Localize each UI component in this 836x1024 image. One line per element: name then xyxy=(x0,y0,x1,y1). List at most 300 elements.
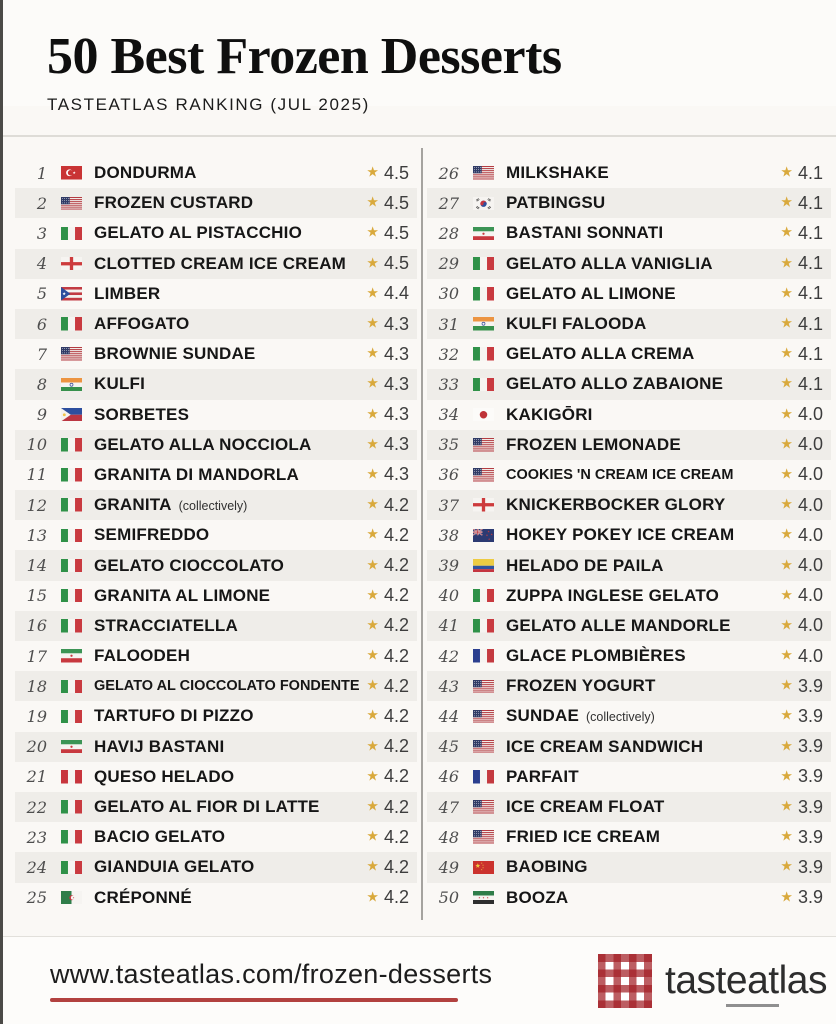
url-underline xyxy=(50,998,458,1002)
ranking-row xyxy=(15,490,417,520)
rank-number: 26 xyxy=(438,163,459,183)
rating: ★ 4.1 xyxy=(780,222,823,243)
star-icon: ★ xyxy=(366,557,379,574)
star-icon: ★ xyxy=(366,194,379,211)
dessert-name: GELATO AL CIOCCOLATO FONDENTE xyxy=(94,678,360,695)
rating: ★ 4.1 xyxy=(780,313,823,334)
star-icon: ★ xyxy=(780,285,793,302)
rating: ★ 3.9 xyxy=(780,887,823,908)
flag-icon-turkey xyxy=(61,166,82,180)
dessert-name: GELATO ALLA CREMA xyxy=(506,344,695,364)
rating: ★ 4.3 xyxy=(366,373,409,394)
rank-number: 20 xyxy=(26,737,47,757)
dessert-name: GELATO ALLA VANIGLIA xyxy=(506,253,713,273)
rank-number: 44 xyxy=(438,706,459,726)
tasteatlas-logo xyxy=(598,954,827,1008)
dessert-name: GELATO AL PISTACCHIO xyxy=(94,223,303,243)
header-divider xyxy=(3,135,836,137)
flag-icon-italy xyxy=(473,287,494,301)
dessert-name: FALOODEH xyxy=(94,646,191,666)
ranking-row xyxy=(427,430,831,460)
rank-number: 14 xyxy=(26,556,47,576)
dessert-name: HOKEY POKEY ICE CREAM xyxy=(506,525,735,545)
rank-number: 46 xyxy=(438,767,459,787)
rank-number: 16 xyxy=(26,616,47,636)
rating: ★ 3.9 xyxy=(780,856,823,877)
dessert-name: SEMIFREDDO xyxy=(94,525,210,545)
ranking-row xyxy=(15,792,417,822)
dessert-name: GELATO ALLO ZABAIONE xyxy=(506,374,724,394)
dessert-name: FRIED ICE CREAM xyxy=(506,827,661,847)
dessert-name: GELATO CIOCCOLATO xyxy=(94,555,285,575)
ranking-row xyxy=(427,249,831,279)
flag-icon-italy xyxy=(61,529,82,543)
rating: ★ 4.2 xyxy=(366,856,409,877)
ranking-row xyxy=(15,641,417,671)
star-icon: ★ xyxy=(366,436,379,453)
dessert-name: PARFAIT xyxy=(506,766,579,786)
dessert-name: CLOTTED CREAM ICE CREAM xyxy=(94,253,347,273)
source-url[interactable]: www.tasteatlas.com/frozen-desserts xyxy=(50,959,493,989)
rating: ★ 4.3 xyxy=(366,464,409,485)
rating: ★ 4.5 xyxy=(366,253,409,274)
ranking-row xyxy=(427,490,831,520)
dessert-name: ICE CREAM SANDWICH xyxy=(506,736,704,756)
flag-icon-new-zealand xyxy=(473,529,494,543)
star-icon: ★ xyxy=(366,738,379,755)
star-icon: ★ xyxy=(780,496,793,513)
ranking-row xyxy=(427,400,831,430)
rating: ★ 4.3 xyxy=(366,313,409,334)
rating: ★ 4.2 xyxy=(366,826,409,847)
rank-number: 11 xyxy=(26,465,47,485)
rank-number: 12 xyxy=(26,495,47,515)
dessert-name: ICE CREAM FLOAT xyxy=(506,797,665,817)
flag-icon-ecuador xyxy=(473,559,494,573)
rank-number: 5 xyxy=(36,284,47,304)
rank-number: 13 xyxy=(26,525,47,545)
rating: ★ 4.2 xyxy=(366,585,409,606)
dessert-name: ZUPPA INGLESE GELATO xyxy=(506,585,720,605)
rank-number: 34 xyxy=(438,405,459,425)
flag-icon-italy xyxy=(61,317,82,331)
ranking-row xyxy=(427,671,831,701)
rating: ★ 3.9 xyxy=(780,705,823,726)
rating: ★ 4.5 xyxy=(366,192,409,213)
star-icon: ★ xyxy=(366,345,379,362)
star-icon: ★ xyxy=(366,768,379,785)
star-icon: ★ xyxy=(780,255,793,272)
flag-icon-italy xyxy=(61,559,82,573)
dessert-name: STRACCIATELLA xyxy=(94,615,238,635)
dessert-name: CRÉPONNÉ xyxy=(94,887,192,907)
star-icon: ★ xyxy=(780,466,793,483)
star-icon: ★ xyxy=(366,406,379,423)
rating: ★ 4.1 xyxy=(780,192,823,213)
star-icon: ★ xyxy=(780,406,793,423)
rating: ★ 4.4 xyxy=(366,283,409,304)
star-icon: ★ xyxy=(780,345,793,362)
ranking-row xyxy=(427,762,831,792)
flag-icon-italy xyxy=(473,378,494,392)
rating: ★ 4.3 xyxy=(366,404,409,425)
rank-number: 22 xyxy=(26,797,47,817)
rating: ★ 4.3 xyxy=(366,343,409,364)
flag-icon-italy xyxy=(61,710,82,724)
ranking-row xyxy=(15,460,417,490)
rank-number: 37 xyxy=(438,495,459,515)
dessert-name: SORBETES xyxy=(94,404,190,424)
dessert-name: TARTUFO DI PIZZO xyxy=(94,706,254,726)
rating: ★ 4.1 xyxy=(780,253,823,274)
flag-icon-italy xyxy=(61,680,82,694)
rating: ★ 3.9 xyxy=(780,736,823,757)
dessert-name: KAKIGŌRI xyxy=(506,404,593,424)
rating: ★ 4.2 xyxy=(366,555,409,576)
flag-icon-philippines xyxy=(61,408,82,422)
ranking-row xyxy=(427,611,831,641)
ranking-row xyxy=(15,732,417,762)
ranking-row xyxy=(15,611,417,641)
rank-number: 9 xyxy=(36,405,47,425)
rank-number: 39 xyxy=(438,556,459,576)
star-icon: ★ xyxy=(366,617,379,634)
rating: ★ 4.5 xyxy=(366,162,409,183)
flag-icon-usa xyxy=(473,166,494,180)
rating: ★ 4.0 xyxy=(780,645,823,666)
flag-icon-iran xyxy=(61,649,82,663)
flag-icon-italy xyxy=(61,498,82,512)
star-icon: ★ xyxy=(366,798,379,815)
ranking-row xyxy=(427,520,831,550)
dessert-note: (collectively) xyxy=(586,710,655,725)
ranking-column-right xyxy=(427,158,831,913)
star-icon: ★ xyxy=(780,647,793,664)
flag-icon-england xyxy=(473,498,494,512)
star-icon: ★ xyxy=(366,647,379,664)
dessert-name: FROZEN YOGURT xyxy=(506,676,656,696)
flag-icon-italy xyxy=(61,438,82,452)
dessert-name: BAOBING xyxy=(506,857,588,877)
ranking-row xyxy=(427,701,831,731)
star-icon: ★ xyxy=(366,587,379,604)
rating: ★ 4.0 xyxy=(780,555,823,576)
star-icon: ★ xyxy=(366,224,379,241)
star-icon: ★ xyxy=(780,315,793,332)
star-icon: ★ xyxy=(780,707,793,724)
star-icon: ★ xyxy=(780,164,793,181)
ranking-row xyxy=(15,369,417,399)
flag-icon-italy xyxy=(61,800,82,814)
rank-number: 33 xyxy=(438,374,459,394)
flag-icon-italy xyxy=(473,257,494,271)
rating: ★ 4.1 xyxy=(780,162,823,183)
rating: ★ 4.2 xyxy=(366,887,409,908)
ranking-row xyxy=(427,581,831,611)
flag-icon-puerto-rico xyxy=(61,287,82,301)
rank-number: 42 xyxy=(438,646,459,666)
star-icon: ★ xyxy=(366,375,379,392)
star-icon: ★ xyxy=(366,466,379,483)
dessert-name: FROZEN CUSTARD xyxy=(94,193,254,213)
dessert-name: SUNDAE (collectively) xyxy=(506,706,655,726)
dessert-name: GRANITA AL LIMONE xyxy=(94,585,271,605)
star-icon: ★ xyxy=(366,677,379,694)
ranking-row xyxy=(427,792,831,822)
ranking-row xyxy=(15,218,417,248)
rank-number: 50 xyxy=(438,888,459,908)
dessert-name: BOOZA xyxy=(506,887,569,907)
dessert-name: GLACE PLOMBIÈRES xyxy=(506,646,686,666)
flag-icon-italy xyxy=(473,589,494,603)
rating: ★ 4.2 xyxy=(366,796,409,817)
rating: ★ 3.9 xyxy=(780,826,823,847)
rating: ★ 4.1 xyxy=(780,343,823,364)
rating: ★ 4.0 xyxy=(780,494,823,515)
ranking-row xyxy=(15,762,417,792)
rank-number: 38 xyxy=(438,525,459,545)
flag-icon-italy xyxy=(61,861,82,875)
header xyxy=(3,0,836,114)
tasteatlas-gingham-icon xyxy=(598,954,652,1008)
rank-number: 7 xyxy=(36,344,47,364)
page-subtitle: TASTEATLAS RANKING (JUL 2025) xyxy=(47,94,370,114)
flag-icon-india xyxy=(473,317,494,331)
rating: ★ 4.2 xyxy=(366,615,409,636)
dessert-name: GELATO AL LIMONE xyxy=(506,283,676,303)
dessert-name: BACIO GELATO xyxy=(94,827,226,847)
flag-icon-usa xyxy=(473,800,494,814)
rank-number: 15 xyxy=(26,586,47,606)
ranking-row xyxy=(15,309,417,339)
rank-number: 2 xyxy=(36,193,47,213)
star-icon: ★ xyxy=(366,164,379,181)
star-icon: ★ xyxy=(780,677,793,694)
flag-icon-italy xyxy=(473,347,494,361)
flag-icon-italy xyxy=(61,830,82,844)
logo-text-part: eat xyxy=(726,959,779,1007)
dessert-name: KNICKERBOCKER GLORY xyxy=(506,495,726,515)
dessert-name: COOKIES 'N CREAM ICE CREAM xyxy=(506,466,734,483)
rank-number: 31 xyxy=(438,314,459,334)
flag-icon-italy xyxy=(473,619,494,633)
rank-number: 17 xyxy=(26,646,47,666)
star-icon: ★ xyxy=(366,285,379,302)
rank-number: 19 xyxy=(26,706,47,726)
logo-text-part: tast xyxy=(665,959,726,1002)
ranking-row xyxy=(427,641,831,671)
rank-number: 1 xyxy=(36,163,47,183)
rank-number: 43 xyxy=(438,676,459,696)
rank-number: 36 xyxy=(438,465,459,485)
flag-icon-italy xyxy=(61,227,82,241)
dessert-name: AFFOGATO xyxy=(94,314,190,334)
logo-text xyxy=(665,959,827,1003)
logo-text-part: las xyxy=(778,959,827,1002)
ranking-row xyxy=(427,218,831,248)
rank-number: 10 xyxy=(26,435,47,455)
column-divider xyxy=(421,148,423,920)
rating: ★ 4.0 xyxy=(780,524,823,545)
ranking-row xyxy=(427,550,831,580)
star-icon: ★ xyxy=(366,707,379,724)
star-icon: ★ xyxy=(780,828,793,845)
ranking-row xyxy=(15,852,417,882)
star-icon: ★ xyxy=(780,436,793,453)
star-icon: ★ xyxy=(780,194,793,211)
rank-number: 40 xyxy=(438,586,459,606)
rank-number: 29 xyxy=(438,254,459,274)
ranking-row xyxy=(15,550,417,580)
star-icon: ★ xyxy=(780,858,793,875)
rating: ★ 3.9 xyxy=(780,796,823,817)
flag-icon-usa xyxy=(473,468,494,482)
footer xyxy=(3,937,836,1024)
rating: ★ 4.2 xyxy=(366,736,409,757)
star-icon: ★ xyxy=(366,255,379,272)
flag-icon-south-korea xyxy=(473,197,494,211)
rank-number: 25 xyxy=(26,888,47,908)
star-icon: ★ xyxy=(366,858,379,875)
rating: ★ 4.3 xyxy=(366,434,409,455)
star-icon: ★ xyxy=(780,738,793,755)
flag-icon-usa xyxy=(473,830,494,844)
flag-icon-italy xyxy=(61,619,82,633)
rating: ★ 4.0 xyxy=(780,434,823,455)
flag-icon-japan xyxy=(473,408,494,422)
rating: ★ 4.2 xyxy=(366,766,409,787)
rating: ★ 4.2 xyxy=(366,675,409,696)
rank-number: 23 xyxy=(26,827,47,847)
flag-icon-iran xyxy=(61,740,82,754)
dessert-name: KULFI FALOODA xyxy=(506,314,647,334)
dessert-name: FROZEN LEMONADE xyxy=(506,434,681,454)
ranking-row xyxy=(15,188,417,218)
flag-icon-usa xyxy=(473,740,494,754)
rating: ★ 4.2 xyxy=(366,494,409,515)
flag-icon-peru xyxy=(61,770,82,784)
ranking-row xyxy=(427,852,831,882)
dessert-name: GELATO ALLA NOCCIOLA xyxy=(94,434,312,454)
dessert-note: (collectively) xyxy=(178,499,248,514)
rating: ★ 4.0 xyxy=(780,615,823,636)
rank-number: 24 xyxy=(26,857,47,877)
ranking-row xyxy=(427,339,831,369)
star-icon: ★ xyxy=(780,375,793,392)
star-icon: ★ xyxy=(366,315,379,332)
star-icon: ★ xyxy=(780,798,793,815)
star-icon: ★ xyxy=(780,526,793,543)
flag-icon-china xyxy=(473,861,494,875)
dessert-name: KULFI xyxy=(94,374,146,394)
rank-number: 45 xyxy=(438,737,459,757)
star-icon: ★ xyxy=(780,587,793,604)
rank-number: 28 xyxy=(438,223,459,243)
flag-icon-italy xyxy=(61,468,82,482)
star-icon: ★ xyxy=(780,768,793,785)
ranking-row xyxy=(15,822,417,852)
flag-icon-usa xyxy=(473,438,494,452)
flag-icon-england xyxy=(61,257,82,271)
ranking-row xyxy=(427,822,831,852)
flag-icon-usa xyxy=(473,680,494,694)
ranking-column-left xyxy=(15,158,417,913)
ranking-row xyxy=(15,430,417,460)
ranking-row xyxy=(427,369,831,399)
ranking-row xyxy=(15,701,417,731)
flag-icon-iran xyxy=(473,227,494,241)
ranking-row xyxy=(15,400,417,430)
ranking-row xyxy=(15,520,417,550)
flag-icon-usa xyxy=(61,197,82,211)
rating: ★ 3.9 xyxy=(780,675,823,696)
flag-icon-syria xyxy=(473,891,494,905)
dessert-name: BASTANI SONNATI xyxy=(506,223,664,243)
ranking-row xyxy=(15,279,417,309)
rank-number: 32 xyxy=(438,344,459,364)
dessert-name: GELATO ALLE MANDORLE xyxy=(506,615,731,635)
ranking-row xyxy=(15,339,417,369)
ranking-row xyxy=(15,249,417,279)
rank-number: 49 xyxy=(438,857,459,877)
dessert-name: HAVIJ BASTANI xyxy=(94,736,225,756)
rating: ★ 4.2 xyxy=(366,524,409,545)
rank-number: 30 xyxy=(438,284,459,304)
dessert-name: HELADO DE PAILA xyxy=(506,555,664,575)
dessert-name: GRANITA (collectively) xyxy=(94,495,248,515)
rank-number: 27 xyxy=(438,193,459,213)
rating: ★ 4.1 xyxy=(780,283,823,304)
flag-icon-usa xyxy=(61,347,82,361)
star-icon: ★ xyxy=(366,828,379,845)
rank-number: 47 xyxy=(438,797,459,817)
ranking-row xyxy=(427,279,831,309)
flag-icon-italy xyxy=(61,589,82,603)
star-icon: ★ xyxy=(366,496,379,513)
ranking-row xyxy=(15,883,417,913)
flag-icon-france xyxy=(473,649,494,663)
rank-number: 48 xyxy=(438,827,459,847)
ranking-row xyxy=(427,460,831,490)
rating: ★ 3.9 xyxy=(780,766,823,787)
rating: ★ 4.0 xyxy=(780,464,823,485)
star-icon: ★ xyxy=(780,617,793,634)
rank-number: 4 xyxy=(36,254,47,274)
rating: ★ 4.2 xyxy=(366,645,409,666)
ranking-row xyxy=(427,883,831,913)
flag-icon-algeria xyxy=(61,891,82,905)
star-icon: ★ xyxy=(780,557,793,574)
dessert-name: PATBINGSU xyxy=(506,193,606,213)
rating: ★ 4.0 xyxy=(780,404,823,425)
rating: ★ 4.1 xyxy=(780,373,823,394)
flag-icon-france xyxy=(473,770,494,784)
rank-number: 18 xyxy=(26,676,47,696)
ranking-row xyxy=(427,188,831,218)
star-icon: ★ xyxy=(780,889,793,906)
rating: ★ 4.5 xyxy=(366,222,409,243)
rank-number: 8 xyxy=(36,374,47,394)
dessert-name: DONDURMA xyxy=(94,163,197,183)
flag-icon-usa xyxy=(473,710,494,724)
dessert-name: GIANDUIA GELATO xyxy=(94,857,255,877)
rating: ★ 4.2 xyxy=(366,705,409,726)
star-icon: ★ xyxy=(366,889,379,906)
ranking-row xyxy=(427,732,831,762)
dessert-name: GELATO AL FIOR DI LATTE xyxy=(94,797,320,817)
rank-number: 3 xyxy=(36,223,47,243)
ranking-row xyxy=(15,671,417,701)
